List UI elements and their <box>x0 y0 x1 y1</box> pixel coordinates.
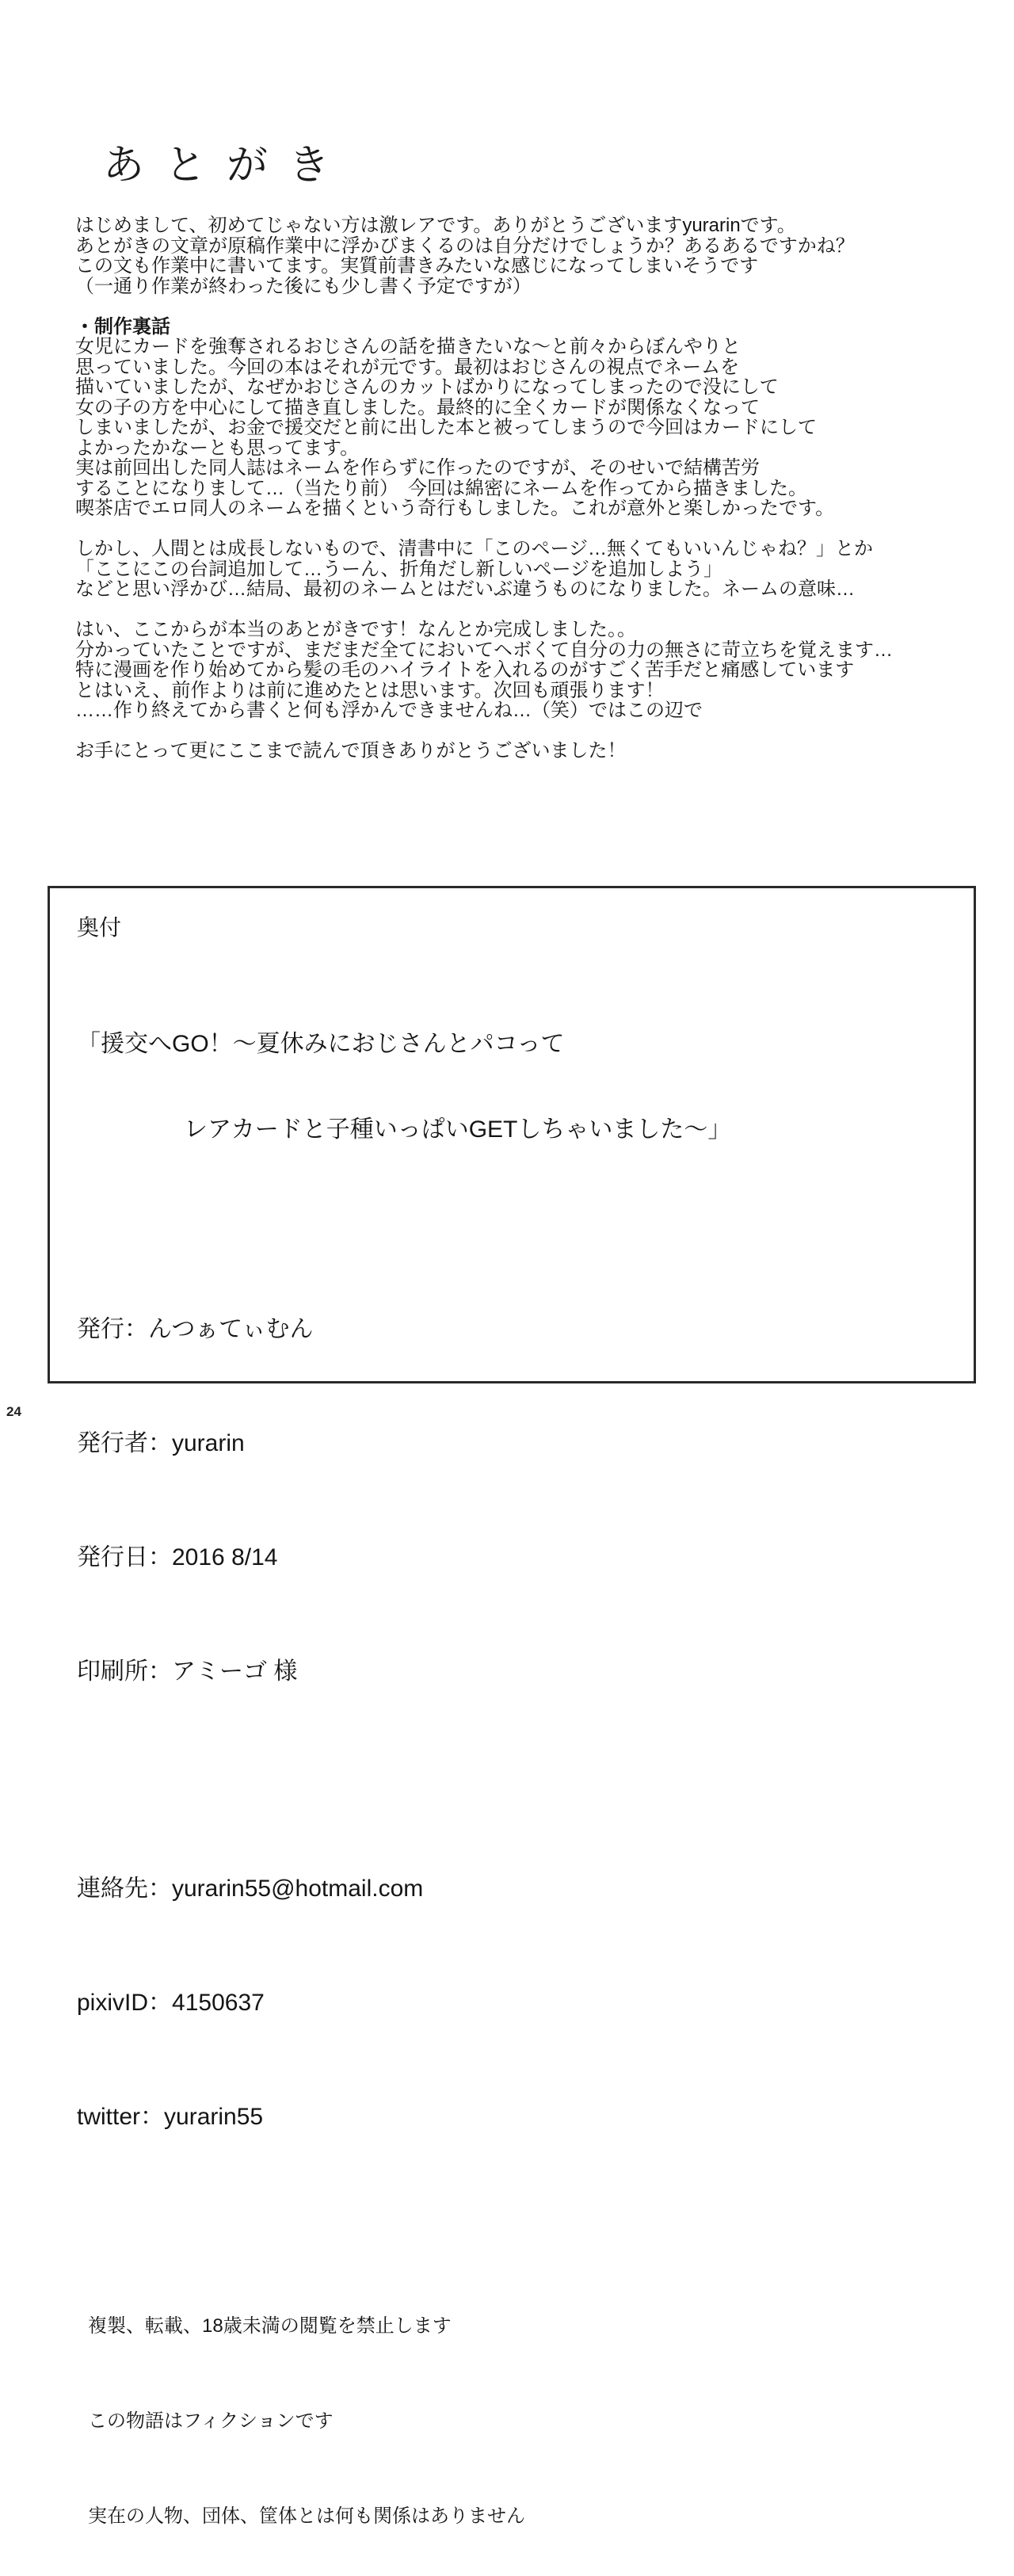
entry-value: 4150637 <box>172 1990 265 2016</box>
afterword-line: しかし、人間とは成長しないもので、清書中に「このページ…無くてもいいんじゃね？」とか <box>75 538 874 559</box>
entry-label: 印刷所 <box>77 1658 148 1685</box>
entry-label: 発行者 <box>77 1430 148 1456</box>
publication-entry <box>77 1544 974 1572</box>
disclaimer <box>88 2219 974 2576</box>
book-title <box>77 973 974 1201</box>
entry-value: んつぁてぃむん <box>148 1316 314 1342</box>
afterword-line: しまいましたが、お金で援交だと前に出した本と被ってしまうので今回はカードにして <box>75 417 817 438</box>
entry-separator: ： <box>124 1316 148 1342</box>
disclaimer-line: この物語はフィクションです <box>88 2410 334 2432</box>
contact-entry <box>77 2103 974 2131</box>
entry-separator: ： <box>148 1430 172 1456</box>
publication-info <box>77 1201 974 1743</box>
entry-value: yurarin <box>172 1430 245 1456</box>
afterword-line <box>75 519 893 540</box>
disclaimer-line: 複製、転載、18歳未満の閲覧を禁止します <box>88 2315 452 2337</box>
afterword-line: 分かっていたことですが、まだまだ全てにおいてヘボくて自分の力の無さに苛立ちを覚えます… <box>75 639 893 661</box>
entry-separator: ： <box>148 1658 172 1685</box>
colophon-box <box>48 886 976 2527</box>
entry-separator: ： <box>148 1876 172 1902</box>
afterword-line: 「ここにこの台詞追加して…うーん、折角だし新しいページを追加しよう」 <box>75 558 722 580</box>
afterword-line <box>75 721 893 742</box>
entry-value: 2016 8/14 <box>172 1544 278 1570</box>
afterword-line: 女の子の方を中心にして描き直しました。最終的に全くカードが関係なくなって <box>75 396 760 418</box>
afterword-line: 女児にカードを強奪されるおじさんの話を描きたいな〜と前々からぼんやりと <box>75 336 741 357</box>
page-title: あとがき <box>103 142 351 189</box>
afterword-line <box>75 600 893 620</box>
afterword-line <box>75 296 893 317</box>
afterword-line: はい、ここからが本当のあとがきです！なんとか完成しました。。 <box>75 619 636 640</box>
entry-value: yurarin55 <box>164 2104 264 2130</box>
entry-label: twitter <box>77 2104 141 2130</box>
colophon-heading: 奥付 <box>77 915 122 940</box>
afterword-line: 喫茶店でエロ同人のネームを描くという奇行もしました。これが意外と楽しかったです。 <box>75 498 835 519</box>
afterword-line: （一通り作業が終わった後にも少し書く予定ですが） <box>75 275 532 297</box>
disclaimer-line: 実在の人物、団体、筐体とは何も関係はありません <box>88 2505 525 2527</box>
afterword-line: ……作り終えてから書くと何も浮かんできませんね…（笑）ではこの辺で <box>75 700 703 721</box>
entry-separator: ： <box>148 1990 173 2016</box>
publication-entry <box>77 1429 974 1458</box>
afterword-line: 描いていましたが、なぜかおじさんのカットばかりになってしまったので没にして <box>75 376 779 398</box>
publication-entry <box>77 1315 974 1344</box>
afterword-line: ・制作裏話 <box>75 315 170 338</box>
entry-separator: ： <box>140 2104 165 2130</box>
entry-value: yurarin55@hotmail.com <box>172 1876 424 1902</box>
contact-entry <box>77 1989 974 2017</box>
afterword-line: 特に漫画を作り始めてから髪の毛のハイライトを入れるのがすごく苦手だと痛感しています <box>75 659 855 681</box>
contact-info <box>77 1761 974 2189</box>
afterword-line: はじめまして、初めてじゃない方は激レアです。ありがとうございますyurarinです。 <box>75 215 796 236</box>
entry-label: 連絡先 <box>77 1876 148 1902</box>
entry-separator: ： <box>148 1544 172 1570</box>
afterword-line: あとがきの文章が原稿作業中に浮かびまくるのは自分だけでしょうか？あるあるですかね？ <box>75 235 855 257</box>
afterword-line: 思っていました。今回の本はそれが元です。最初はおじさんの視点でネームを <box>75 356 740 378</box>
entry-label: 発行 <box>77 1316 124 1342</box>
afterword-body <box>75 216 893 761</box>
book-title-line2: レアカードと子種いっぱいGETしちゃいました〜」 <box>184 1116 732 1143</box>
contact-entry <box>77 1875 974 1903</box>
book-title-line1: 「援交へGO！〜夏休みにおじさんとパコって <box>77 1031 565 1057</box>
entry-value: アミーゴ 様 <box>172 1658 298 1685</box>
afterword-line: などと思い浮かび…結局、最初のネームとはだいぶ違うものになりました。ネームの意味… <box>75 578 855 600</box>
afterword-line: よかったかなーとも思ってます。 <box>75 437 360 459</box>
entry-label: 発行日 <box>77 1544 148 1570</box>
afterword-line: とはいえ、前作よりは前に進めたとは思います。次回も頑張ります！ <box>75 679 665 701</box>
afterword-line: この文も作業中に書いてます。実質前書きみたいな感じになってしまいそうです <box>75 255 759 277</box>
publication-entry <box>77 1658 974 1686</box>
entry-label: pixivID <box>77 1990 149 2016</box>
afterword-line: お手にとって更にここまで読んで頂きありがとうございました！ <box>75 740 627 761</box>
page-number: 24 <box>6 1404 21 1419</box>
afterword-line: 実は前回出した同人誌はネームを作らずに作ったのですが、そのせいで結構苦労 <box>75 457 760 479</box>
afterword-line: することになりまして…（当たり前） 今回は綿密にネームを作ってから描きました。 <box>75 477 807 499</box>
